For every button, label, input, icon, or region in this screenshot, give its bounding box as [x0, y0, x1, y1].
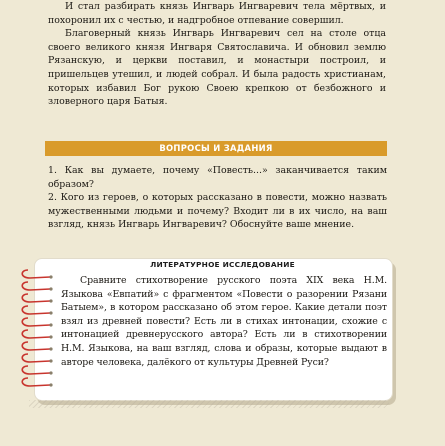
question-item: 2. Кого из героев, о которых рассказано в повести, можно назвать мужественными людьми и почему? Входит ли в их число, на ваш взгляд, князь Ингварь Ингваревич? Обоснуйте ваше мнение.	[48, 192, 387, 231]
notebook-spiral-icon	[18, 258, 54, 403]
research-title: ЛИТЕРАТУРНОЕ ИССЛЕДОВАНИЕ	[150, 260, 295, 269]
research-paragraph: Сравните стихотворение русского поэта XIX века Н.М. Языкова «Евпатий» с фрагментом «Повести о разорении Рязани Батыем», в котором рассказано об этом герое. Какие детали поэт взял из древней повести? Есть ли в стихах интонации, схожие с интонацией древнерусского автора? Есть ли в стихотворении Н.М. Языкова, на ваш взгляд, слова и образы, которые выдают в авторе человека, далёкого от культуры Древней Руси?	[61, 275, 387, 368]
story-text	[48, 0, 386, 109]
questions-list	[48, 164, 387, 232]
question-item: 1. Как вы думаете, почему «Повесть...» заканчивается таким образом?	[48, 165, 387, 190]
research-text	[61, 274, 387, 369]
story-paragraph: И стал разбирать князь Ингварь Ингваревич тела мёртвых, и похоронил их с честью, и надгробное отпевание совершил.	[48, 1, 386, 26]
questions-header: ВОПРОСЫ И ЗАДАНИЯ	[45, 141, 387, 156]
story-paragraph: Благоверный князь Ингварь Ингваревич сел на столе отца своего великого князя Ингваря Святославича. И обновил землю Рязанскую, и церкви поставил, и монастыри построил, и пришельцев утешил, и людей собрал. И была радость христианам, которых избавил Бог рукою Своею крепкою от безбожного и зловерного царя Батыя.	[48, 28, 386, 108]
